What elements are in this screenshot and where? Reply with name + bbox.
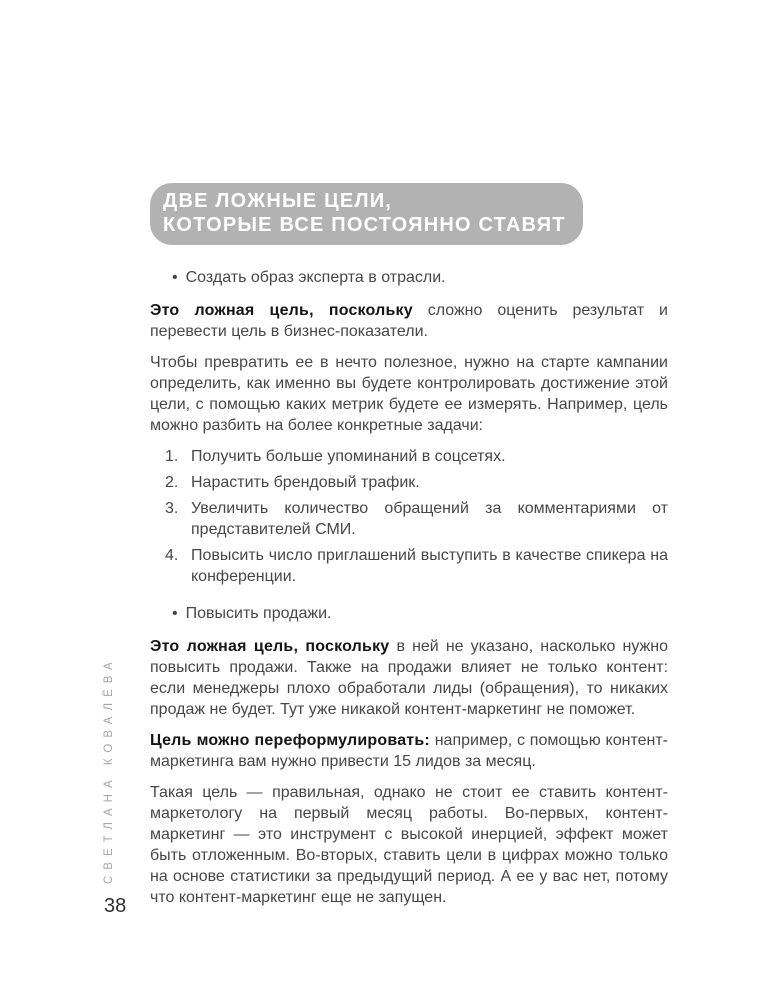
task-4-number: 4. — [165, 547, 179, 564]
task-item-4 — [150, 545, 668, 587]
chapter-title-line-1: ДВЕ ЛОЖНЫЕ ЦЕЛИ, — [163, 190, 393, 212]
page-content — [150, 183, 668, 918]
bullet-icon: • — [172, 269, 178, 286]
task-2-text: Нарастить брендовый трафик. — [191, 474, 420, 491]
task-item-2 — [150, 472, 668, 493]
goal2-paragraph-3: Такая цель — правильная, однако не стоит ее ставить контент-маркетологу на первый месяц работы. Во-первых, контент-маркетинг — это инструмент с высокой инерцией, эффект может быть отложенным. Во-вторых, ставить цели в цифрах можно только на основе статистики за предыдущий период. А ее у вас нет, потому что контент-маркетинг еще не запущен. — [150, 784, 668, 906]
chapter-title-line-2: КОТОРЫЕ ВСЕ ПОСТОЯННО СТАВЯТ — [163, 214, 566, 236]
task-4-text: Повысить число приглашений выступить в качестве спикера на конференции. — [191, 547, 668, 585]
task-2-number: 2. — [165, 474, 179, 491]
false-goal-1-text: Создать образ эксперта в отрасли. — [185, 269, 446, 286]
page-number: 38 — [104, 895, 127, 917]
task-1-number: 1. — [165, 448, 179, 465]
goal2-paragraph-2 — [150, 730, 668, 772]
task-item-3 — [150, 498, 668, 540]
task-3-text: Увеличить количество обращений за комментариями от представителей СМИ. — [191, 500, 668, 538]
goal2-paragraph-1 — [150, 636, 668, 720]
goal2-paragraph-1-bold-lead: Это ложная цель, поскольку — [150, 638, 390, 655]
author-name-vertical: СВЕТЛАНА КОВАЛЁВА — [103, 656, 115, 884]
goal1-paragraph-1-bold-lead: Это ложная цель, поскольку — [150, 302, 413, 319]
false-goal-bullet-2 — [150, 603, 668, 624]
false-goal-bullet-1 — [150, 267, 668, 288]
task-3-number: 3. — [165, 500, 179, 517]
goal1-paragraph-1 — [150, 300, 668, 342]
tasks-list — [150, 446, 668, 587]
goal2-paragraph-2-bold-lead: Цель можно переформулировать: — [150, 732, 430, 749]
false-goal-2-text: Повысить продажи. — [185, 605, 332, 622]
goal1-paragraph-1-text: сложно оценить результат и перевести цель в бизнес-показатели. — [150, 302, 668, 340]
goal2-paragraph-2-text: например, с помощью контент-маркетинга вам нужно привести 15 лидов за месяц. — [150, 732, 669, 770]
bullet-icon: • — [172, 605, 178, 622]
task-item-1 — [150, 446, 668, 467]
goal1-paragraph-2: Чтобы превратить ее в нечто полезное, нужно на старте кампании определить, как именно вы будете контролировать достижение этой цели, с помощью каких метрик будете ее измерять. Например, цель можно разбить на более конкретные задачи: — [150, 354, 668, 434]
task-1-text: Получить больше упоминаний в соцсетях. — [191, 448, 506, 465]
chapter-title-box — [150, 183, 583, 245]
goal2-paragraph-1-text: в ней не указано, насколько нужно повысить продажи. Также на продажи влияет не только контент: если менеджеры плохо обработали лиды (обращения), то никаких продаж не будет. Тут уже никакой контент-маркетинг не поможет. — [150, 638, 668, 718]
